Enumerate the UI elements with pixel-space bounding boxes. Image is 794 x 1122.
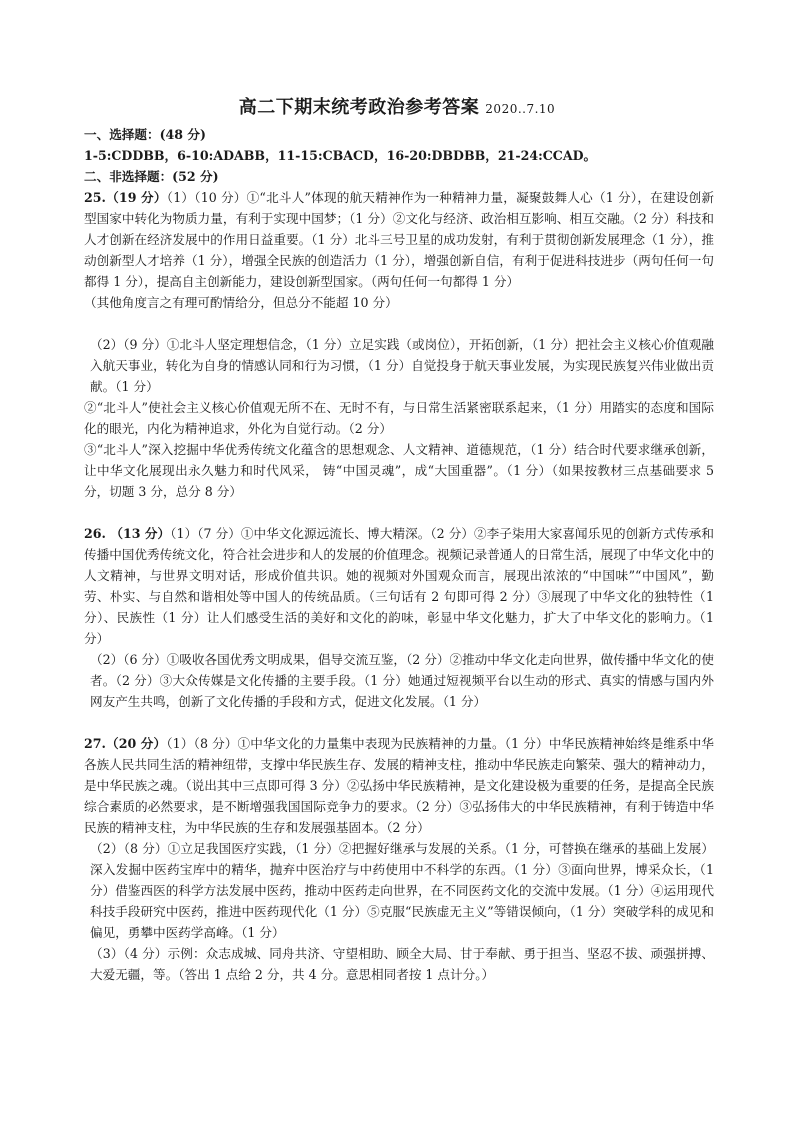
q25-part2: （2）（9 分）①北斗人坚定理想信念，（1 分）立足实践（或岗位），开拓创新，（1 分）把社会主义核心价值观融入航天事业，转化为自身的情感认同和行为习惯，（1 分）自觉投身于航天事业发展，为实现民族复兴伟业做出贡献。（1 分） (90, 337, 714, 394)
section2-heading: 二、非选择题：(52 分) (84, 169, 219, 184)
section1-heading: 一、选择题：(48 分) (84, 127, 206, 142)
q26-part2: （2）（6 分）①吸收各国优秀文明成果，倡导交流互鉴，（2 分）②推动中华文化走向世界，做传播中华文化的使者。（2 分）③大众传媒是文化传播的主要手段。（1 分）她通过短视频平台以生动的形式、真实的情感与国内外网友产生共鸣，创新了文化传播的手段和方式，促进文化发展。（1 分） (90, 652, 714, 709)
q27-part3: （3）（4 分）示例：众志成城、同舟共济、守望相助、顾全大局、甘于奉献、勇于担当、坚忍不拔、顽强拼搏、大爱无疆，等。（答出 1 点给 2 分，共 4 分。意思相同者按 1 点计分。） (90, 946, 714, 982)
q25-part1: 25.（19 分）（1）（10 分）①“北斗人”体现的航天精神作为一种精神力量，凝聚鼓舞人心（1 分），在建设创新型国家中转化为物质力量，有利于实现中国梦；（1 分）②文化与经济、政治相互影响、相互交融。（2 分）科技和人才创新在经济发展中的作用日益重要。（1 分）北斗三号卫星的成功发射，有利于贯彻创新发展理念（1 分），推动创新型人才培养（1 分），增强全民族的创造活力（1 分），增强创新自信，有利于促进科技进步（两句任何一句都得 1 分），提高自主创新能力，建设创新型国家。（两句任何一句都得 1 分） (84, 190, 714, 289)
q26-label: 26. （13 分） (84, 526, 171, 541)
q27-label: 27.（20 分） (84, 736, 167, 751)
date-text: 2020..7.10 (485, 102, 556, 116)
q26-part1: 26. （13 分）（1）（7 分）①中华文化源远流长、博大精深。（2 分）②李子柒用大家喜闻乐见的创新方式传承和传播中国优秀传统文化，符合社会进步和人的发展的价值理念。视频记录普通人的日常生活，展现了中华文化中的人文精神，与世界文明对话，形成价值共识。她的视频对外国观众而言，展现出浓浓的“中国味”“中国风”，勤劳、朴实、与自然和谐相处等中国人的传统品质。（三句话有 2 句即可得 2 分）③展现了中华文化的独特性（1 分）、民族性（1 分）让人们感受生活的美好和文化的韵味，彰显中华文化魅力，扩大了中华文化的影响力。（1 分） (84, 526, 714, 646)
title-text: 高二下期末统考政治参考答案 (238, 97, 480, 118)
document-body (84, 124, 714, 985)
q25-part2-item2: ②“北斗人”使社会主义核心价值观无所不在、无时不有，与日常生活紧密联系起来，（1 分）用踏实的态度和国际化的眼光，内化为精神追求，外化为自觉行动。（2 分） (84, 400, 714, 436)
q27-part2: （2）（8 分）①立足我国医疗实践，（1 分）②把握好继承与发展的关系。（1 分，可替换在继承的基础上发展）深入发掘中医药宝库中的精华，抛弃中医治疗与中药使用中不科学的东西。（1 分）③面向世界，博采众长，（1 分）借鉴西医的科学方法发展中医药，推动中医药走向世界，在不同医药文化的交流中发展。（1 分）④运用现代科技手段研究中医药，推进中医药现代化（1 分）⑤克服“民族虚无主义”等错误倾向，（1 分）突破学科的成见和偏见，勇攀中医药学高峰。（1 分） (90, 841, 714, 940)
q25-label: 25.（19 分） (84, 190, 167, 205)
answer-key-line: 1-5:CDDBB，6-10:ADABB，11-15:CBACD，16-20:DBDBB，21-24:CCAD。 (84, 148, 597, 163)
page-title (0, 93, 794, 119)
q27-part1: 27.（20 分）（1）（8 分）①中华文化的力量集中表现为民族精神的力量。（1 分）中华民族精神始终是维系中华各族人民共同生活的精神纽带，支撑中华民族生存、发展的精神支柱，推动中华民族走向繁荣、强大的精神动力，是中华民族之魂。（说出其中三点即可得 3 分）②弘扬中华民族精神，是文化建设极为重要的任务，是提高全民族综合素质的必然要求，是不断增强我国国际竞争力的要求。（2 分）③弘扬伟大的中华民族精神，有利于铸造中华民族的精神支柱，为中华民族的生存和发展强基固本。（2 分） (84, 736, 714, 835)
q25-part2-item3: ③“北斗人”深入挖掘中华优秀传统文化蕴含的思想观念、人文精神、道德规范，（1 分）结合时代要求继承创新，让中华文化展现出永久魅力和时代风采， 铸“中国灵魂”，成“大国重器”。（1 分）（如果按教材三点基础要求 5 分，切题 3 分，总分 8 分） (84, 442, 714, 499)
q25-note: （其他角度言之有理可酌情给分，但总分不能超 10 分） (84, 295, 398, 310)
